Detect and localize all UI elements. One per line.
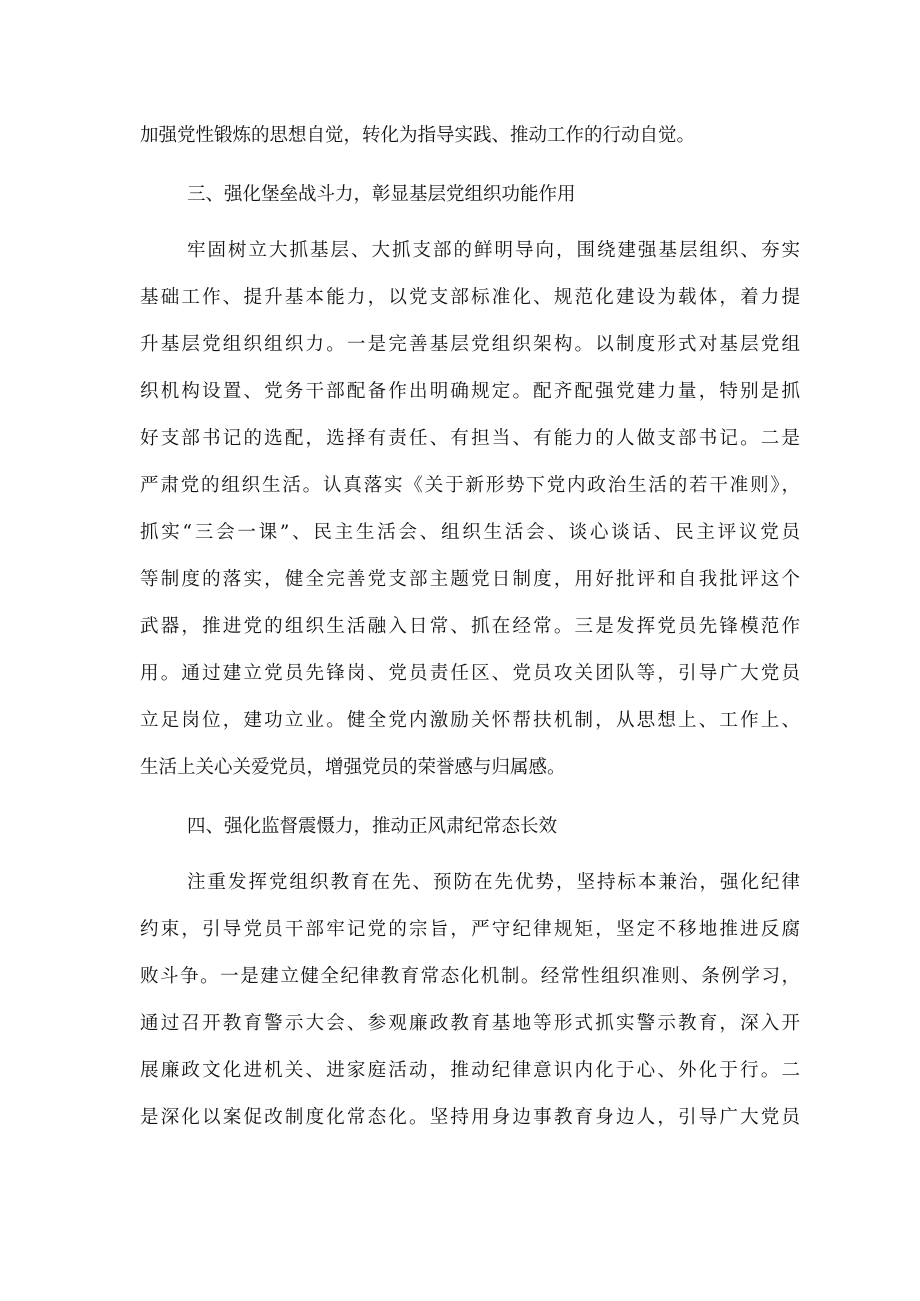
paragraph-line: 是深化以案促改制度化常态化。坚持用身边事教育身边人，引导广大党员 xyxy=(140,1107,800,1128)
paragraph-line: 等制度的落实，健全完善党支部主题党日制度，用好批评和自我批评这个 xyxy=(140,569,800,590)
paragraph-line: 通过召开教育警示大会、参观廉政教育基地等形式抓实警示教育，深入开 xyxy=(140,1013,800,1034)
paragraph-line: 展廉政文化进机关、进家庭活动，推动纪律意识内化于心、外化于行。二 xyxy=(140,1060,800,1081)
paragraph-line: 升基层党组织组织力。一是完善基层党组织架构。以制度形式对基层党组 xyxy=(140,334,800,355)
section-heading-4: 四、强化监督震慑力，推动正风肃纪常态长效 xyxy=(187,816,558,837)
paragraph-line: 注重发挥党组织教育在先、预防在先优势，坚持标本兼治，强化纪律 xyxy=(187,872,800,893)
paragraph-line: 基础工作、提升基本能力，以党支部标准化、规范化建设为载体，着力提 xyxy=(140,287,800,308)
paragraph-line: 织机构设置、党务干部配备作出明确规定。配齐配强党建力量，特别是抓 xyxy=(140,381,800,402)
paragraph-line: 加强党性锻炼的思想自觉，转化为指导实践、推动工作的行动自觉。 xyxy=(140,125,696,146)
section-heading-3: 三、强化堡垒战斗力，彰显基层党组织功能作用 xyxy=(187,184,576,205)
paragraph-line: 用。通过建立党员先锋岗、党员责任区、党员攻关团队等，引导广大党员 xyxy=(140,663,800,684)
paragraph-line: 生活上关心关爱党员，增强党员的荣誉感与归属感。 xyxy=(140,757,566,778)
paragraph-line: 立足岗位，建功立业。健全党内激励关怀帮扶机制，从思想上、工作上、 xyxy=(140,710,800,731)
paragraph-line: 好支部书记的选配，选择有责任、有担当、有能力的人做支部书记。二是 xyxy=(140,428,800,449)
paragraph-line: 败斗争。一是建立健全纪律教育常态化机制。经常性组织准则、条例学习， xyxy=(140,966,800,987)
paragraph-line: 牢固树立大抓基层、大抓支部的鲜明导向，围绕建强基层组织、夯实 xyxy=(187,240,800,261)
paragraph-line: 严肃党的组织生活。认真落实《关于新形势下党内政治生活的若干准则》， xyxy=(140,475,800,496)
paragraph-line: 抓实“三会一课”、民主生活会、组织生活会、谈心谈话、民主评议党员 xyxy=(140,522,800,543)
paragraph-line: 约束，引导党员干部牢记党的宗旨，严守纪律规矩，坚定不移地推进反腐 xyxy=(140,919,800,940)
paragraph-line: 武器，推进党的组织生活融入日常、抓在经常。三是发挥党员先锋模范作 xyxy=(140,616,800,637)
